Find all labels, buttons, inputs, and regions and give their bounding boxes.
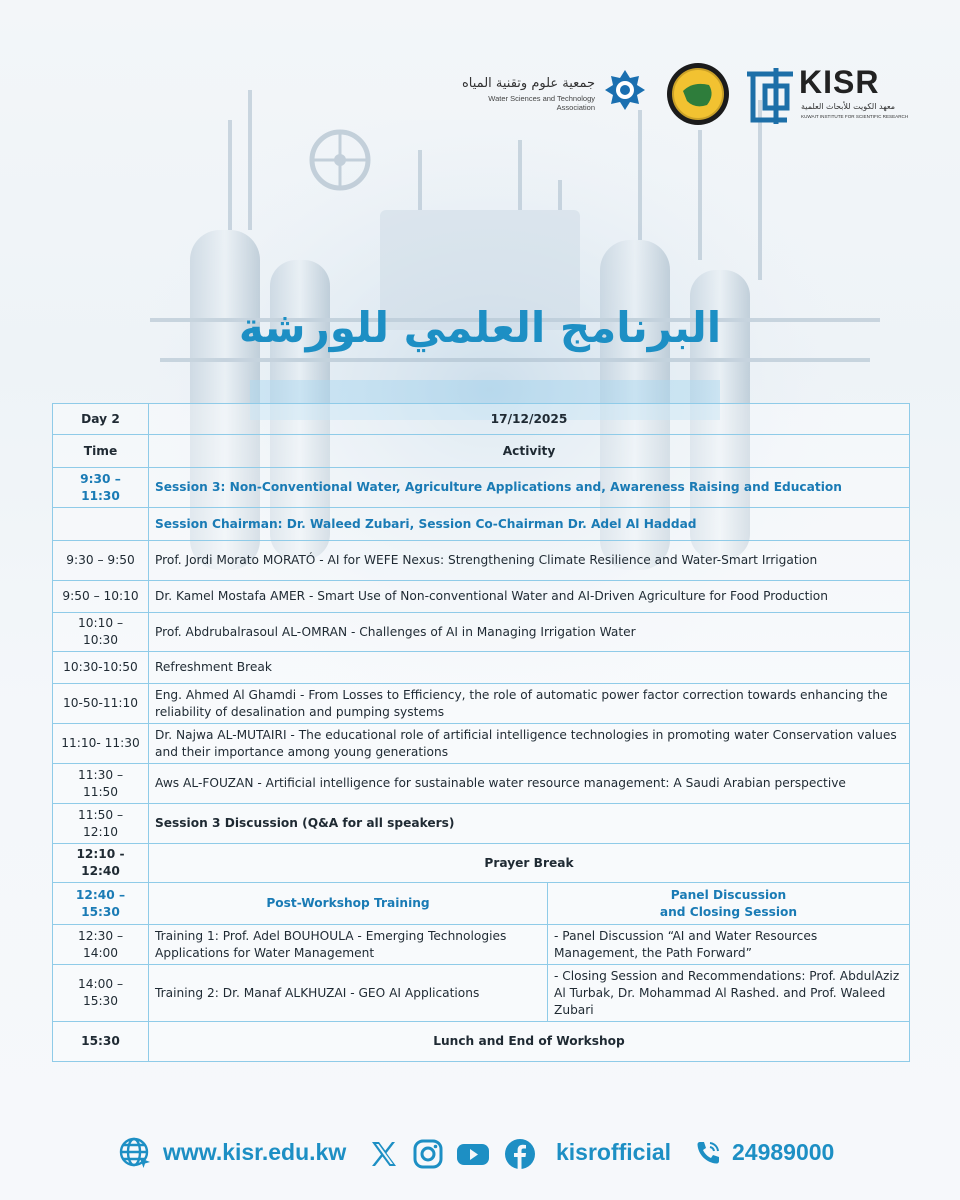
row-time: 9:30 – 9:50: [53, 541, 149, 581]
training-cell: Training 2: Dr. Manaf ALKHUZAI - GEO AI Applications: [149, 965, 548, 1022]
table-row: [53, 613, 910, 652]
row-time: 10:10 – 10:30: [53, 613, 149, 652]
table-row: [53, 684, 910, 724]
table-row: [53, 508, 910, 541]
kisr-name-ar: معهد الكويت للأبحاث العلمية: [801, 102, 896, 111]
wsta-logo-text: [455, 76, 595, 112]
table-row: [53, 1022, 910, 1062]
prayer-break: Prayer Break: [149, 844, 910, 883]
row-activity: Refreshment Break: [149, 652, 910, 684]
session-chairs: Session Chairman: Dr. Waleed Zubari, Session Co-Chairman Dr. Adel Al Haddad: [149, 508, 910, 541]
table-row: [53, 804, 910, 844]
table-row: [53, 581, 910, 613]
table-row: [53, 724, 910, 764]
time-header: Time: [53, 435, 149, 468]
website-link[interactable]: www.kisr.edu.kw: [163, 1139, 347, 1165]
row-time: 10-50-11:10: [53, 684, 149, 724]
facebook-icon[interactable]: [504, 1138, 536, 1170]
prayer-time: 12:10 - 12:40: [53, 844, 149, 883]
split-time: 12:40 – 15:30: [53, 883, 149, 925]
gcc-emblem-icon: [665, 61, 731, 127]
row-activity: Aws AL-FOUZAN - Artificial intelligence for sustainable water resource management: A Saudi Arabian perspective: [149, 764, 910, 804]
kisr-wordmark: KISR: [799, 64, 880, 100]
footer: [118, 1133, 878, 1173]
panel-header: [548, 883, 910, 925]
wsta-name-en: Water Sciences and Technology Association: [488, 94, 595, 112]
instagram-icon[interactable]: [412, 1138, 444, 1170]
session-time: 9:30 – 11:30: [53, 468, 149, 508]
table-row: [53, 468, 910, 508]
row-activity: Dr. Kamel Mostafa AMER - Smart Use of Non-conventional Water and AI-Driven Agriculture for Food Production: [149, 581, 910, 613]
table-row: [53, 883, 910, 925]
table-row: [53, 844, 910, 883]
activity-header: Activity: [149, 435, 910, 468]
row-time: 11:10- 11:30: [53, 724, 149, 764]
date: 17/12/2025: [149, 404, 910, 435]
row-activity: Eng. Ahmed Al Ghamdi - From Losses to Efficiency, the role of automatic power factor correction towards enhancing the reliability of desalination and pumping systems: [149, 684, 910, 724]
schedule-table: [52, 403, 910, 1062]
row-time: 11:30 – 11:50: [53, 764, 149, 804]
table-row: [53, 541, 910, 581]
table-row: [53, 404, 910, 435]
discussion-time: 11:50 – 12:10: [53, 804, 149, 844]
day-label: Day 2: [53, 404, 149, 435]
youtube-icon[interactable]: [456, 1138, 490, 1170]
row-activity: Prof. Jordi Morato MORATÓ - AI for WEFE Nexus: Strengthening Climate Resilience and Water-Smart Irrigation: [149, 541, 910, 581]
row-time: 14:00 – 15:30: [53, 965, 149, 1022]
kisr-name-en: KUWAIT INSTITUTE FOR SCIENTIFIC RESEARCH: [801, 114, 909, 119]
table-row: [53, 652, 910, 684]
empty-time-cell: [53, 508, 149, 541]
panel-cell: - Closing Session and Recommendations: Prof. AbdulAziz Al Turbak, Dr. Mohammad Al Rashed. and Prof. Waleed Zubari: [548, 965, 910, 1022]
x-twitter-icon[interactable]: [368, 1138, 400, 1170]
phone-number[interactable]: 24989000: [732, 1139, 835, 1165]
row-activity: Dr. Najwa AL-MUTAIRI - The educational role of artificial intelligence technologies in promoting water Conservation values and their importance among young generations: [149, 724, 910, 764]
phone-icon: [694, 1139, 722, 1167]
social-handle[interactable]: kisrofficial: [556, 1139, 672, 1165]
panel-cell: - Panel Discussion “AI and Water Resources Management, the Path Forward”: [548, 925, 910, 965]
table-row: [53, 764, 910, 804]
row-time: 12:30 – 14:00: [53, 925, 149, 965]
session-title: Session 3: Non-Conventional Water, Agriculture Applications and, Awareness Raising and Education: [149, 468, 910, 508]
logo-bar: [455, 58, 909, 138]
training-cell: Training 1: Prof. Adel BOUHOULA - Emerging Technologies Applications for Water Management: [149, 925, 548, 965]
panel-header-line-1: Panel Discussion: [670, 887, 787, 902]
training-header: Post-Workshop Training: [149, 883, 548, 925]
end-of-workshop: Lunch and End of Workshop: [149, 1022, 910, 1062]
row-time: 9:50 – 10:10: [53, 581, 149, 613]
table-row: [53, 435, 910, 468]
row-activity: Prof. Abdrubalrasoul AL-OMRAN - Challenges of AI in Managing Irrigation Water: [149, 613, 910, 652]
end-time: 15:30: [53, 1022, 149, 1062]
wsta-name-ar: جمعية علوم وتقنية المياه: [461, 76, 595, 91]
globe-icon: [118, 1136, 152, 1170]
table-row: [53, 925, 910, 965]
row-time: 10:30-10:50: [53, 652, 149, 684]
discussion: Session 3 Discussion (Q&A for all speakers): [149, 804, 910, 844]
wsta-emblem-icon: [603, 68, 647, 112]
page-title: البرنامج العلمي للورشة: [238, 303, 722, 352]
table-row: [53, 965, 910, 1022]
panel-header-line-2: and Closing Session: [659, 904, 798, 919]
